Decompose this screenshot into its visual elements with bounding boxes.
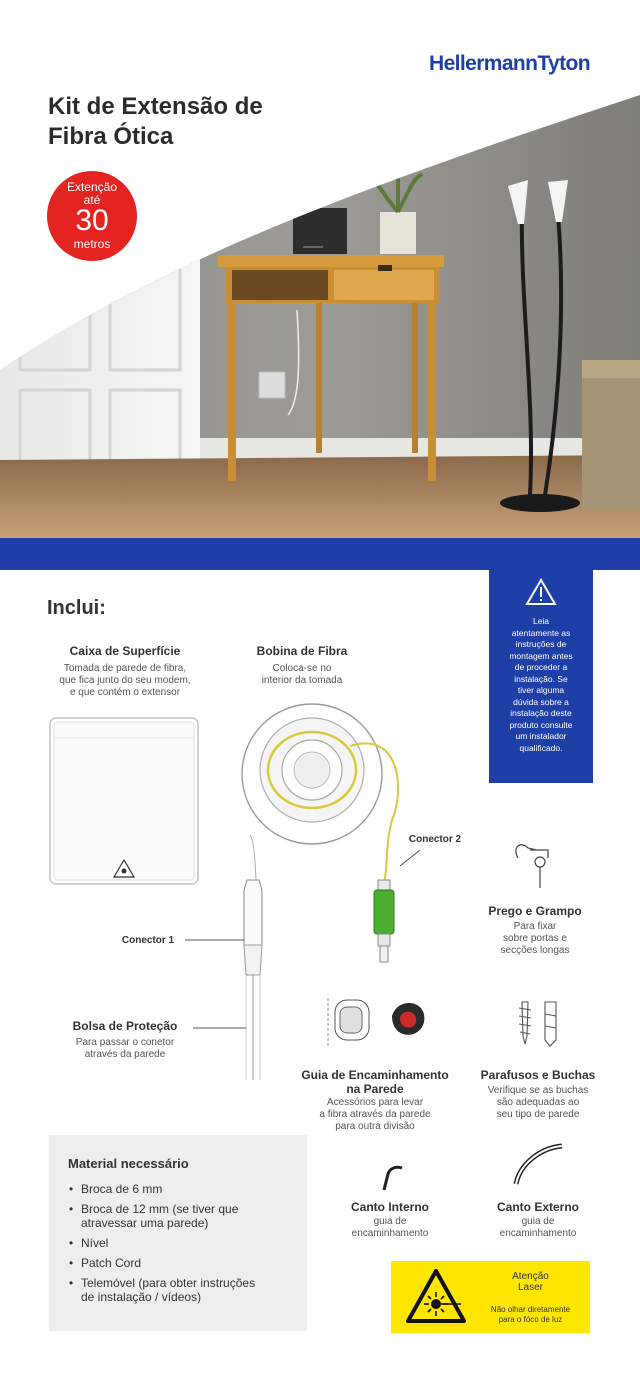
nail-clip-label: Prego e Grampo: [488, 904, 582, 918]
title-line-2: Fibra Ótica: [48, 123, 174, 150]
range-badge: [47, 171, 137, 261]
inner-corner-label: Canto Interno: [351, 1200, 429, 1214]
list-item: • Nível: [69, 1236, 109, 1250]
connector-1-label: Conector 1: [121, 935, 175, 946]
badge-unit: metros: [73, 237, 111, 251]
list-item: • Telemóvel (para obter instruções de instalação / vídeos): [69, 1276, 256, 1304]
outer-corner-drawing: [516, 1146, 562, 1184]
screws-plugs-drawing: [519, 1002, 556, 1046]
list-item: • Broca de 6 mm: [69, 1182, 163, 1196]
hero-section: [0, 0, 640, 540]
materials-title: Material necessário: [68, 1156, 189, 1171]
protective-bag-desc: Para passar o conetor através da parede: [75, 1037, 175, 1060]
surface-box-label: Caixa de Superfície: [69, 644, 181, 658]
outer-corner-label: Canto Externo: [496, 1200, 579, 1214]
nail-clip-desc: Para fixar sobre portas e secções longas: [500, 921, 570, 956]
laser-title: Atenção Laser: [512, 1271, 549, 1293]
surface-box-drawing: [50, 718, 198, 884]
includes-heading: Inclui:: [47, 597, 106, 619]
wall-guide-drawing: [328, 998, 424, 1048]
title-line-1: Kit de Extensão de: [48, 93, 263, 120]
screws-plugs-label: Parafusos e Buchas: [480, 1068, 596, 1082]
brand-logo: HellermannTyton: [429, 52, 590, 75]
fibre-spool-desc: Coloca-se no interior da tomada: [261, 663, 343, 686]
laser-note: Não olhar diretamente para o fóco de luz: [490, 1305, 571, 1324]
surface-box-desc: Tomada de parede de fibra, que fica junto do seu modem, e que contém o extensor: [59, 663, 191, 698]
page-title: [48, 92, 348, 152]
screws-plugs-desc: Verifique se as buchas são adequadas ao seu tipo de parede: [487, 1085, 589, 1120]
connector-2-label: Conector 2: [408, 834, 462, 845]
warning-text: Leia atentamente as instruções de montagem antes de proceder a instalação. Se tiver alguma dúvida sobre a instalação deste produto consulte um instalador qualificado.: [509, 616, 573, 753]
hero-illustration: [0, 0, 640, 540]
badge-line-1: Extenção: [66, 180, 118, 194]
required-materials-box: [49, 1135, 307, 1331]
badge-line-2: até: [83, 193, 101, 207]
includes-section: [0, 570, 640, 1377]
fibre-spool-label: Bobina de Fibra: [256, 644, 348, 658]
wall-guide-label: Guia de Encaminhamento na Parede: [301, 1068, 449, 1096]
read-instructions-box: [489, 570, 593, 783]
inner-corner-desc: guia de encaminhamento: [351, 1216, 429, 1239]
list-item: • Broca de 12 mm (se tiver que atravessar uma parede): [69, 1202, 239, 1230]
list-item: • Patch Cord: [69, 1256, 142, 1270]
nail-clip-drawing: [516, 845, 548, 888]
outer-corner-desc: guia de encaminhamento: [499, 1216, 577, 1239]
blue-divider-band: [0, 538, 640, 570]
fibre-spool-drawing: [242, 704, 398, 1080]
warning-icon: [525, 578, 557, 606]
inner-corner-drawing: [384, 1167, 402, 1190]
wall-guide-desc: Acessórios para levar a fibra através da parede para outra divisão: [319, 1097, 431, 1132]
badge-number: 30: [75, 204, 109, 237]
materials-list: [69, 1182, 299, 1310]
protective-bag-label: Bolsa de Proteção: [72, 1019, 178, 1033]
laser-hazard-icon: [405, 1268, 467, 1324]
laser-warning-box: [391, 1261, 590, 1333]
